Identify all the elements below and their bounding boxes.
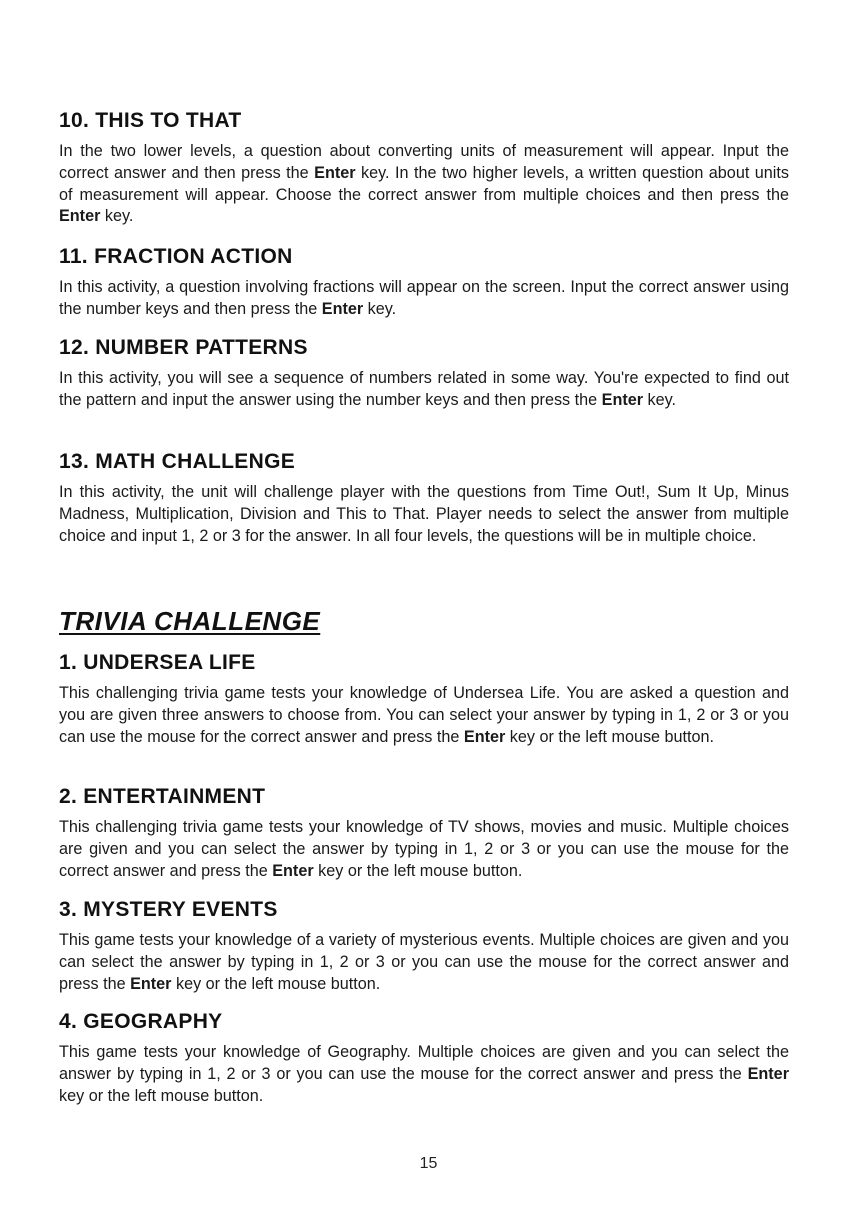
text-run: This challenging trivia game tests your knowledge of Undersea Life. You are asked a question and you are given three answers to choose from. You can select your answer by typing in 1, 2 or 3 or you can use the mouse for the correct answer and press the [59,684,789,746]
section-undersea-life [59,651,789,748]
page-number: 15 [419,1155,438,1172]
section-fraction-action [59,245,789,321]
text-run: In this activity, a question involving fractions will appear on the screen. Input the correct answer using the number keys and then press the [59,278,789,318]
enter-key-label: Enter [321,299,364,318]
enter-key-label: Enter [601,390,644,409]
section-this-to-that [59,109,789,228]
text-fraction-action [59,277,789,321]
text-math-challenge [59,482,789,547]
text-geography [59,1042,789,1107]
text-run: key. [363,299,397,318]
text-run: key. In the two higher levels, a written question about units of measurement will appear. Choose the correct answer from multiple choices and then press the [59,163,789,204]
text-run: This game tests your knowledge of a variety of mysterious events. Multiple choices are given and you can select the answer by typing in 1, 2 or 3 or you can use the mouse for the correct answer and press the [59,931,789,993]
text-number-patterns [59,368,789,412]
section-mystery-events [59,898,789,995]
text-entertainment [59,817,789,882]
heading-mystery-events: 3. MYSTERY EVENTS [59,898,278,921]
section-title-trivia-challenge: TRIVIA CHALLENGE [59,606,321,636]
enter-key-label: Enter [314,163,356,182]
text-run: key or the left mouse button. [505,727,715,746]
section-number-patterns [59,336,789,412]
text-run: key or the left mouse button. [59,1086,264,1105]
heading-entertainment: 2. ENTERTAINMENT [59,785,266,808]
heading-math-challenge: 13. MATH CHALLENGE [59,450,296,473]
section-math-challenge [59,450,789,547]
heading-undersea-life: 1. UNDERSEA LIFE [59,651,256,674]
text-undersea-life [59,683,789,748]
section-entertainment [59,785,789,882]
enter-key-label: Enter [463,727,506,746]
enter-key-label: Enter [747,1064,789,1083]
heading-number-patterns: 12. NUMBER PATTERNS [59,336,308,359]
enter-key-label: Enter [130,974,172,993]
section-geography [59,1010,789,1107]
text-run: key. [100,207,134,226]
text-run: key or the left mouse button. [313,861,523,880]
enter-key-label: Enter [272,861,314,880]
text-run: This game tests your knowledge of Geography. Multiple choices are given and you can select the answer by typing in 1, 2 or 3 or you can use the mouse for the correct answer and press the [59,1043,789,1083]
text-run: This challenging trivia game tests your knowledge of TV shows, movies and music. Multiple choices are given and you can select the answer by typing in 1, 2 or 3 or you can use the mouse for the correct answer and press the [59,818,789,880]
text-run: key. [643,390,677,409]
heading-geography: 4. GEOGRAPHY [59,1010,223,1033]
text-run: In this activity, you will see a sequence of numbers related in some way. You're expected to find out the pattern and input the answer using the number keys and then press the [59,369,789,409]
text-run: In the two lower levels, a question about converting units of measurement will appear. Input the correct answer and then press the [59,142,789,182]
text-this-to-that [59,141,789,228]
text-run: key or the left mouse button. [171,974,381,993]
heading-this-to-that: 10. THIS TO THAT [59,109,242,132]
text-run: In this activity, the unit will challenge player with the questions from Time Out!, Sum It Up, Minus Madness, Multiplication, Division and This to That. Player needs to select the answer from multiple choice and input 1, 2 or 3 for the answer. In all four levels, the questions will be in multiple choice. [59,483,789,545]
enter-key-label: Enter [59,207,101,226]
heading-fraction-action: 11. FRACTION ACTION [59,245,293,268]
text-mystery-events [59,930,789,995]
